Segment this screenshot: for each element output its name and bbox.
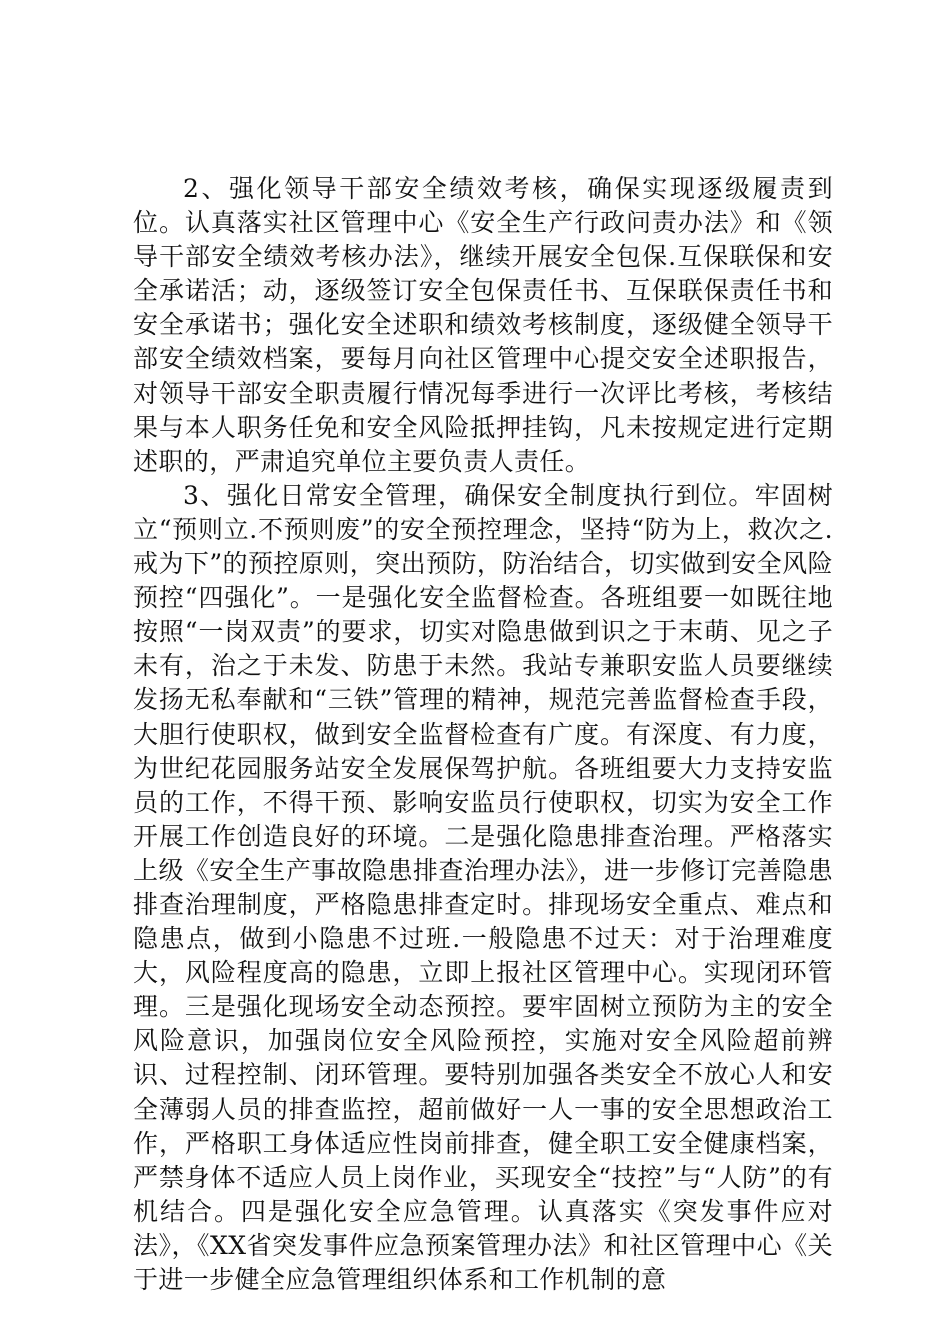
paragraph-daily-safety-management: 3、强化日常安全管理，确保安全制度执行到位。牢固树立“预则立.不预则废”的安全预控理念，坚持“防为上，救次之.戒为下”的预控原则，突出预防，防治结合，切实做到安全风险预控“四强化”。一是强化安全监督检查。各班组要一如既往地按照“一岗双责”的要求，切实对隐患做到识之于末萌、见之子未有，治之于未发、防患于未然。我站专兼职安监人员要继续发扬无私奉献和“三铁”管理的精神，规范完善监督检查手段，大胆行使职权，做到安全监督检查有广度。有深度、有力度，为世纪花园服务站安全发展保驾护航。各班组要大力支持安监员的工作，不得干预、影响安监员行使职权，切实为安全工作开展工作创造良好的环境。二是强化隐患排查治理。严格落实上级《安全生产事故隐患排查治理办法》，进一步修订完善隐患排查治理制度，严格隐患排查定时。排现场安全重点、难点和隐患点，做到小隐患不过班.一般隐患不过天：对于治理难度大，风险程度高的隐患，立即上报社区管理中心。实现闭环管理。三是强化现场安全动态预控。要牢固树立预防为主的安全风险意识，加强岗位安全风险预控，实施对安全风险超前辨识、过程控制、闭环管理。要特别加强各类安全不放心人和安全薄弱人员的排查监控，超前做好一人一事的安全思想政治工作，严格职工身体适应性岗前排查，健全职工安全健康档案，严禁身体不适应人员上岗作业，买现安全“技控”与“人防”的有机结合。四是强化安全应急管理。认真落实《突发事件应对法》，《XX省突发事件应急预案管理办法》和社区管理中心《关于进一步健全应急管理组织体系和工作机制的意 xyxy=(133,480,833,1294)
paragraph-performance-assessment: 2、强化领导干部安全绩效考核，确保实现逐级履责到位。认真落实社区管理中心《安全生产行政问责办法》和《领导干部安全绩效考核办法》，继续开展安全包保.互保联保和安全承诺活；动，逐级签订安全包保责任书、互保联保责任书和安全承诺书；强化安全述职和绩效考核制度，逐级健全领导干部安全绩效档案，要每月向社区管理中心提交安全述职报告，对领导干部安全职责履行情况每季进行一次评比考核，考核结果与本人职务任免和安全风险抵押挂钩，凡未按规定进行定期述职的，严肃追究单位主要负责人责任。 xyxy=(133,174,833,476)
document-body xyxy=(133,172,833,1297)
